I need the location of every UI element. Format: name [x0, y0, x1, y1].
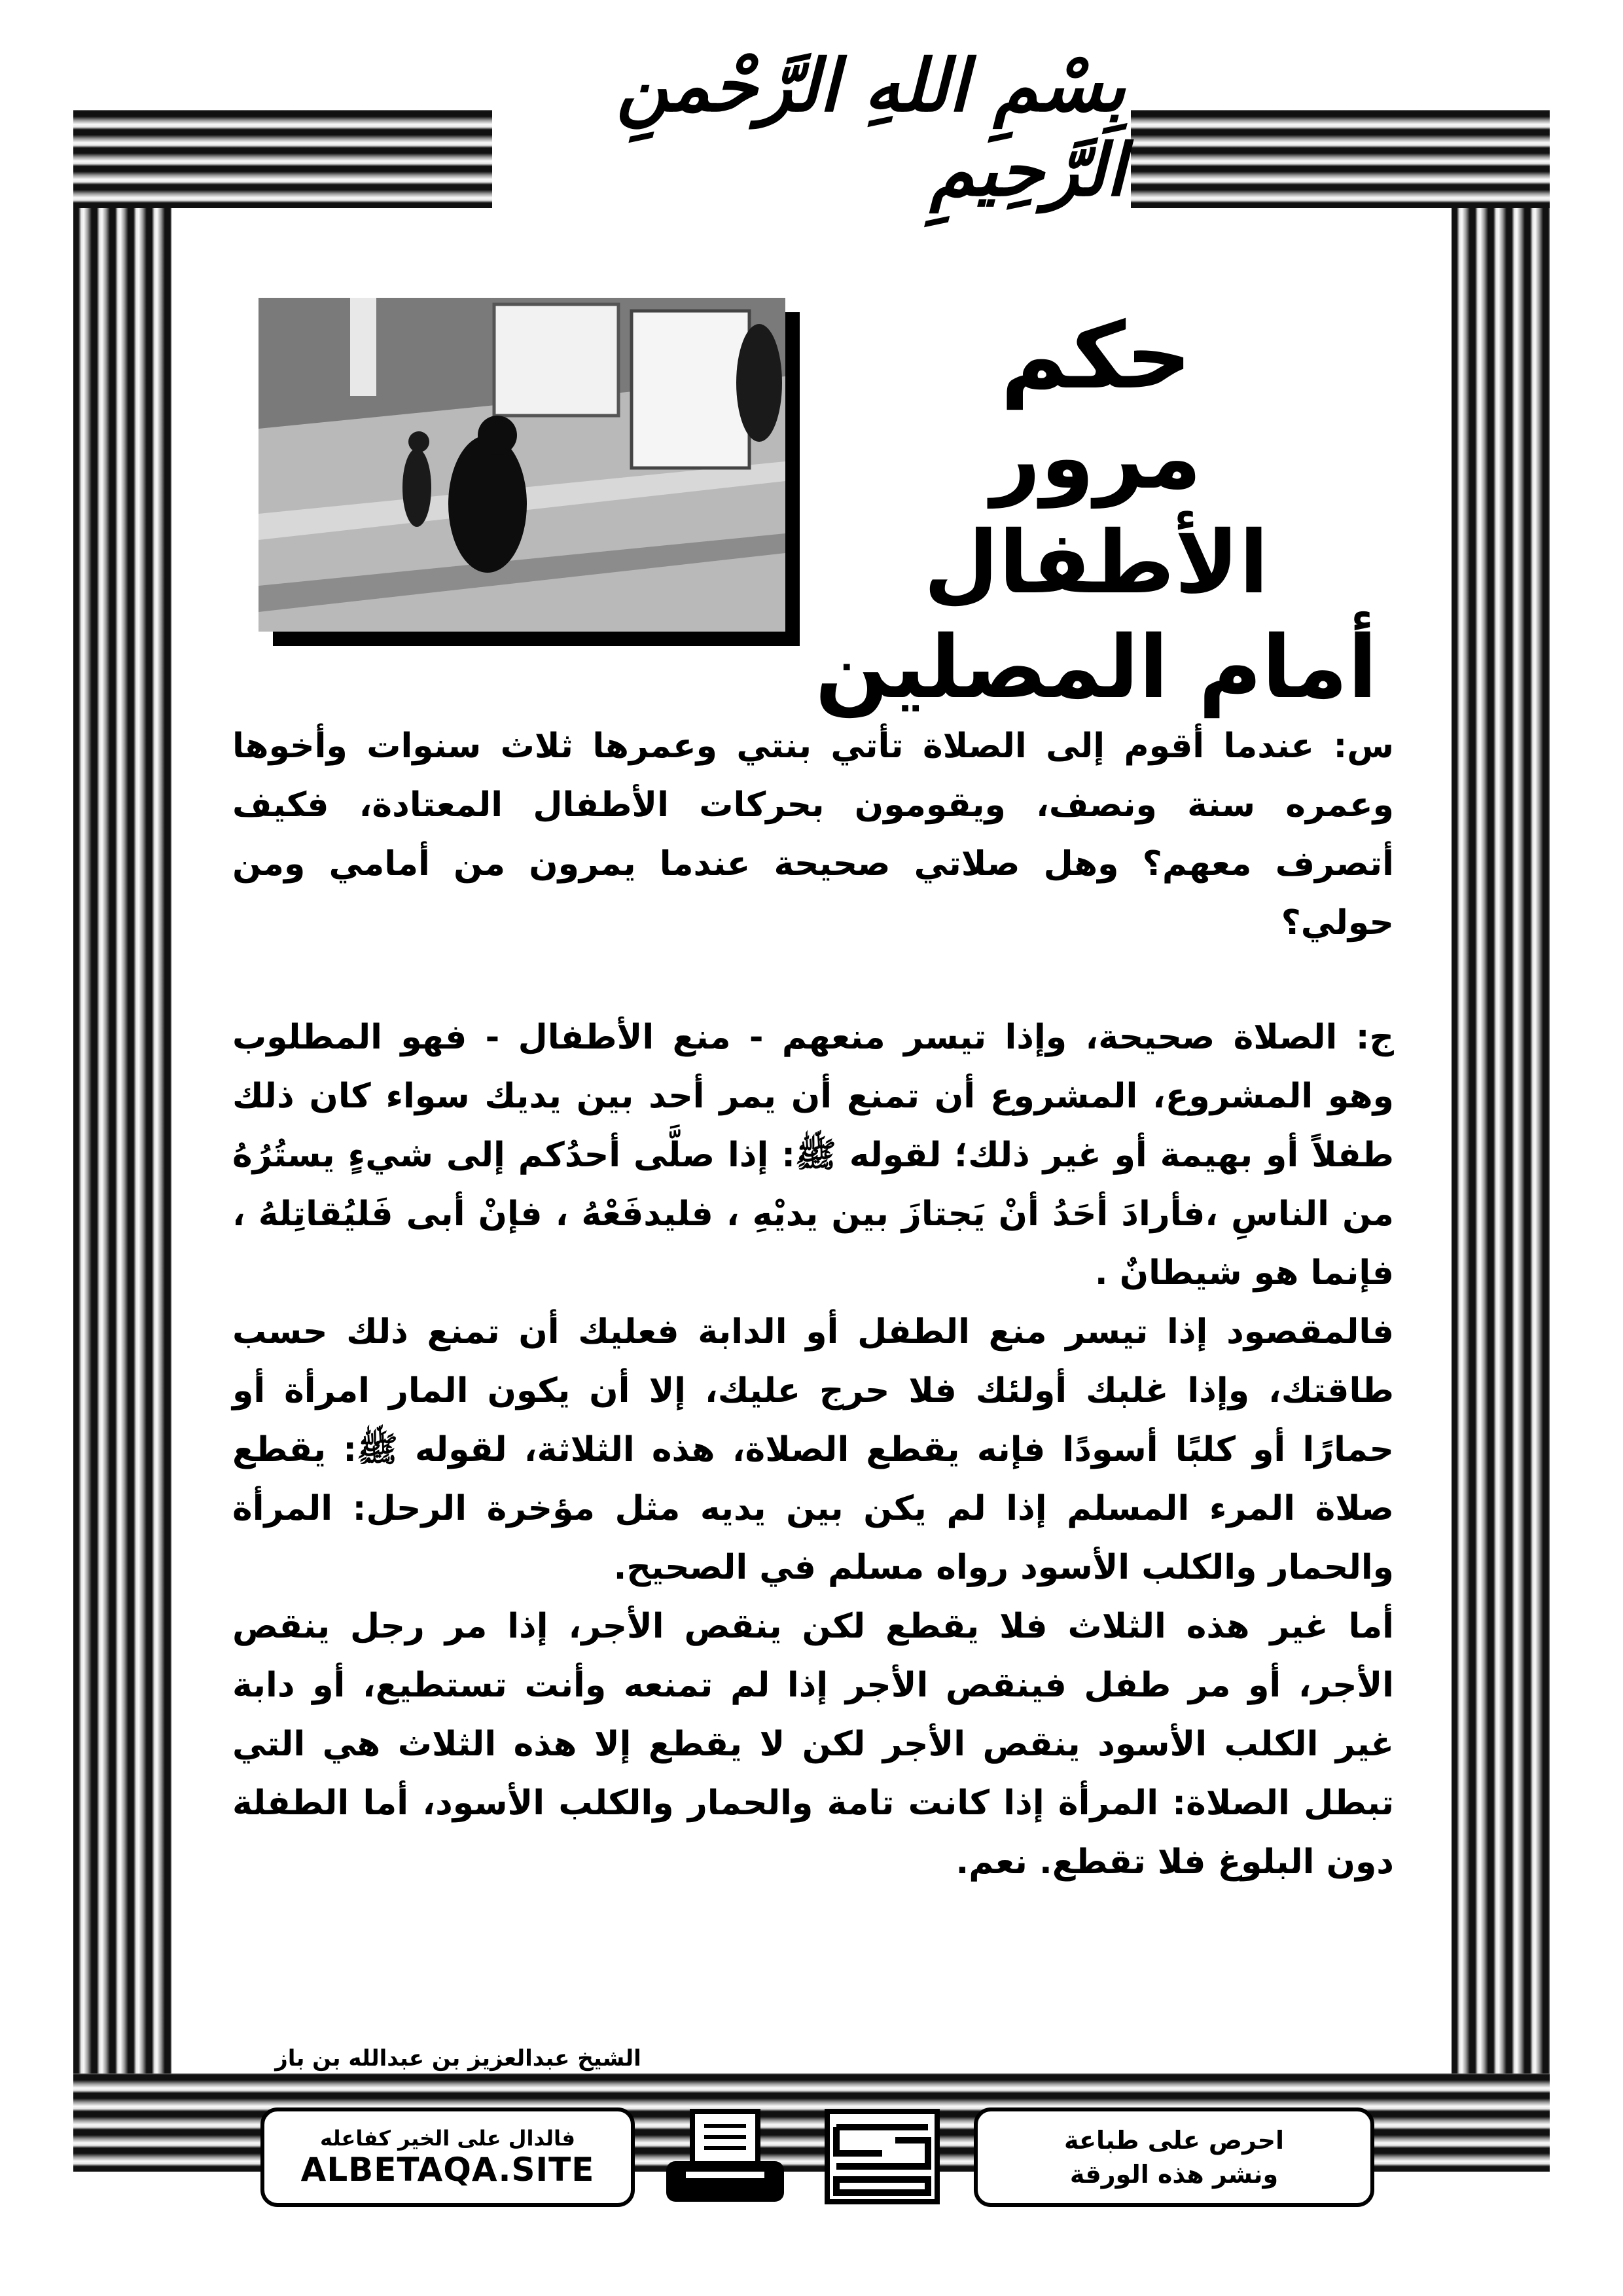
frame-top-right	[1131, 110, 1550, 208]
basmala-calligraphy: بِسْمِ اللهِ الرَّحْمنِ الرَّحِيمِ	[616, 43, 1126, 212]
title-line-3: أمام المصلين	[815, 617, 1378, 718]
print-box	[974, 2108, 1374, 2207]
print-line-1: احرص على طباعة	[1063, 2126, 1285, 2155]
title-line-2: مرور الأطفال	[923, 408, 1269, 613]
answer-paragraph-1: ج: الصلاة صحيحة، وإذا تيسر منعهم - منع الأطفال - فهو المطلوب وهو المشروع، المشروع أن تمنع أن يمر أحد بين يديك سواء كان ذلك طفلاً أو بهيمة أو غير ذلك؛ لقوله ﷺ: إذا صلَّى أحدُكم إلى شيءٍ يستُرُهُ من الناسِ ،فأرادَ أحَدُ أنْ يَجتازَ بين يديْهِ ، فليدفَعْهُ ، فإنْ أبى فَليُقاتِلهُ ، فإنما هو شيطانٌ .	[232, 1018, 1394, 1293]
print-line-2: ونشر هذه الورقة	[1069, 2160, 1279, 2189]
author-credit: الشيخ عبدالعزيز بن عبدالله بن باز	[275, 2045, 641, 2072]
answer-paragraph-3: أما غير هذه الثلاث فلا يقطع لكن ينقص الأجر، إذا مر رجل ينقص الأجر، أو مر طفل فينقص الأجر إذا لم تمنعه وأنت تستطيع، أو دابة غير الكلب الأسود ينقص الأجر لكن لا يقطع إلا هذه الثلاث هي التي تبطل الصلاة: المرأة إذا كانت تامة والحمار والكلب الأسود، أما الطفلة دون البلوغ فلا تقطع. نعم.	[232, 1607, 1394, 1882]
logo-mark	[823, 2108, 941, 2206]
prayer-photo	[259, 298, 785, 632]
site-tagline: فالدال على الخير كفاعله	[320, 2126, 575, 2151]
site-url[interactable]: ALBETAQA.SITE	[300, 2151, 595, 2189]
article-body	[232, 717, 1394, 1892]
article-title	[812, 303, 1381, 720]
footer-bar	[260, 2108, 1373, 2206]
site-box	[260, 2108, 635, 2207]
frame-right	[1452, 110, 1550, 2172]
frame-left	[73, 110, 171, 2172]
title-line-1: حكم	[1000, 303, 1192, 410]
frame-top-left	[73, 110, 492, 208]
question-paragraph: س: عندما أقوم إلى الصلاة تأتي بنتي وعمرها ثلاث سنوات وأخوها وعمره سنة ونصف، ويقومون بحركات الأطفال المعتادة، فكيف أتصرف معهم؟ وهل صلاتي صحيحة عندما يمرون من أمامي ومن حولي؟	[232, 726, 1394, 942]
printer-icon	[660, 2108, 791, 2206]
answer-paragraph-2: فالمقصود إذا تيسر منع الطفل أو الدابة فعليك أن تمنع ذلك حسب طاقتك، وإذا غلبك أولئك فلا حرج عليك، إلا أن يكون المار امرأة أو حمارًا أو كلبًا أسودًا فإنه يقطع الصلاة، هذه الثلاثة، لقوله ﷺ: يقطع صلاة المرء المسلم إذا لم يكن بين يديه مثل مؤخرة الرحل: المرأة والحمار والكلب الأسود رواه مسلم في الصحيح.	[232, 1312, 1394, 1587]
